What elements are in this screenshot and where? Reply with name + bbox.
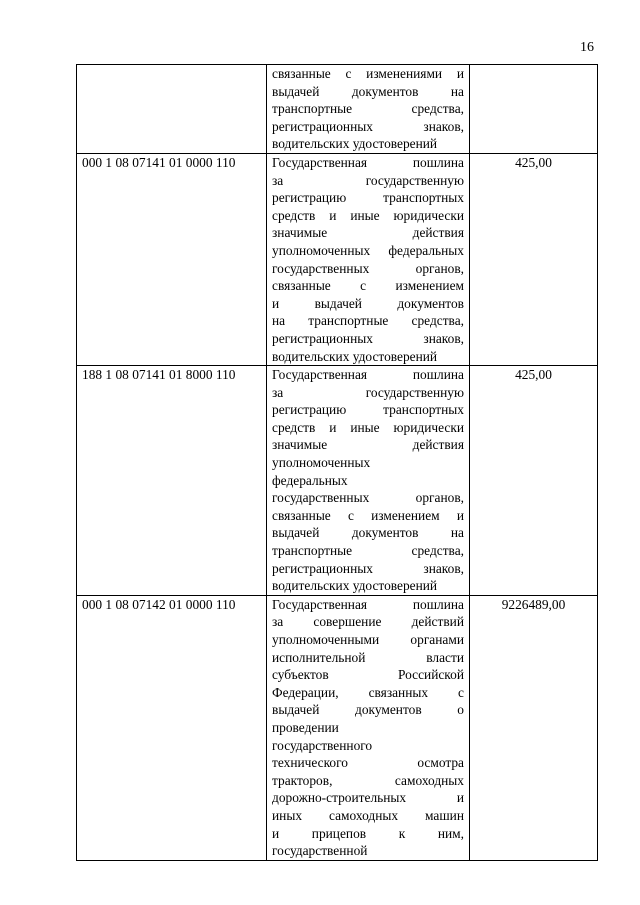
revenue-name-cell — [267, 366, 470, 596]
revenue-name-line: регистрационных знаков, — [272, 118, 464, 134]
revenue-name-line: регистрационных знаков, — [272, 560, 464, 576]
revenue-name-line: значимые действия — [272, 437, 464, 453]
table-row — [77, 366, 598, 596]
revenue-name-line: средств и иные юридически — [272, 207, 464, 223]
revenue-code-cell — [77, 65, 267, 154]
revenue-name-line: средств и иные юридически — [272, 419, 464, 435]
revenue-name-line: регистрацию транспортных — [272, 190, 464, 206]
revenue-name-line: водительских удостоверений — [272, 348, 438, 364]
revenue-amount-cell: 425,00 — [470, 153, 598, 365]
revenue-name-line: государственных органов, — [272, 490, 464, 506]
revenue-name-line: и прицепов к ним, — [272, 825, 464, 841]
revenue-name-line: дорожно-строительных и — [272, 790, 464, 806]
revenue-name-cell — [267, 153, 470, 365]
revenue-name-line: выдачей документов на — [272, 525, 464, 541]
revenue-name-line: связанные с изменением и — [272, 507, 464, 523]
revenue-name-line: за совершение действий — [272, 614, 464, 630]
revenue-name-line: государственных органов, — [272, 260, 464, 276]
revenue-name-line: уполномоченных федеральных — [272, 242, 464, 258]
revenue-name-line: транспортные средства, — [272, 101, 464, 117]
revenue-amount-cell — [470, 65, 598, 154]
revenue-name-line: значимые действия — [272, 225, 464, 241]
revenue-name-line: регистрационных знаков, — [272, 330, 464, 346]
revenue-name-line: связанные с изменением — [272, 278, 464, 294]
revenue-code-cell: 188 1 08 07141 01 8000 110 — [77, 366, 267, 596]
revenue-name-line: технического осмотра — [272, 755, 464, 771]
revenue-name-line: Государственная пошлина — [272, 596, 464, 612]
revenue-name-line: на транспортные средства, — [272, 313, 464, 329]
revenue-name-line: федеральных — [272, 472, 348, 488]
revenue-name-line: за государственную — [272, 172, 464, 188]
revenue-name-line: транспортные средства, — [272, 543, 464, 559]
page-number: 16 — [580, 40, 594, 55]
table-row — [77, 595, 598, 860]
revenue-name-line: водительских удостоверений — [272, 578, 438, 594]
revenue-name-line: водительских удостоверений — [272, 136, 438, 152]
revenue-name-line: связанные с изменениями и — [272, 66, 464, 81]
table-row — [77, 65, 598, 154]
revenue-name-line: иных самоходных машин — [272, 807, 464, 823]
revenue-name-line: тракторов, самоходных — [272, 772, 464, 788]
table-row — [77, 153, 598, 365]
revenue-name-line: выдачей документов о — [272, 702, 464, 718]
revenue-name-line: Государственная пошлина — [272, 154, 464, 170]
revenue-name-line: за государственную — [272, 384, 464, 400]
revenue-name-line: Государственная пошлина — [272, 367, 464, 383]
revenue-code-cell: 000 1 08 07142 01 0000 110 — [77, 595, 267, 860]
revenue-code-cell: 000 1 08 07141 01 0000 110 — [77, 153, 267, 365]
revenue-name-line: государственного — [272, 737, 373, 753]
table-body — [77, 65, 598, 861]
revenue-name-line: уполномоченными органами — [272, 632, 464, 647]
revenue-name-line: и выдачей документов — [272, 295, 464, 311]
revenue-name-cell — [267, 595, 470, 860]
budget-revenue-table — [76, 64, 598, 861]
revenue-name-line: проведении — [272, 719, 339, 735]
revenue-name-line: выдачей документов на — [272, 83, 464, 99]
revenue-name-cell — [267, 65, 470, 154]
revenue-name-line: исполнительной власти — [272, 649, 464, 665]
revenue-name-line: государственной — [272, 843, 368, 859]
revenue-amount-cell: 425,00 — [470, 366, 598, 596]
revenue-name-line: Федерации, связанных с — [272, 684, 464, 700]
revenue-name-line: уполномоченных — [272, 455, 371, 471]
revenue-amount-cell: 9226489,00 — [470, 595, 598, 860]
revenue-name-line: субъектов Российской — [272, 667, 464, 683]
revenue-name-line: регистрацию транспортных — [272, 402, 464, 418]
